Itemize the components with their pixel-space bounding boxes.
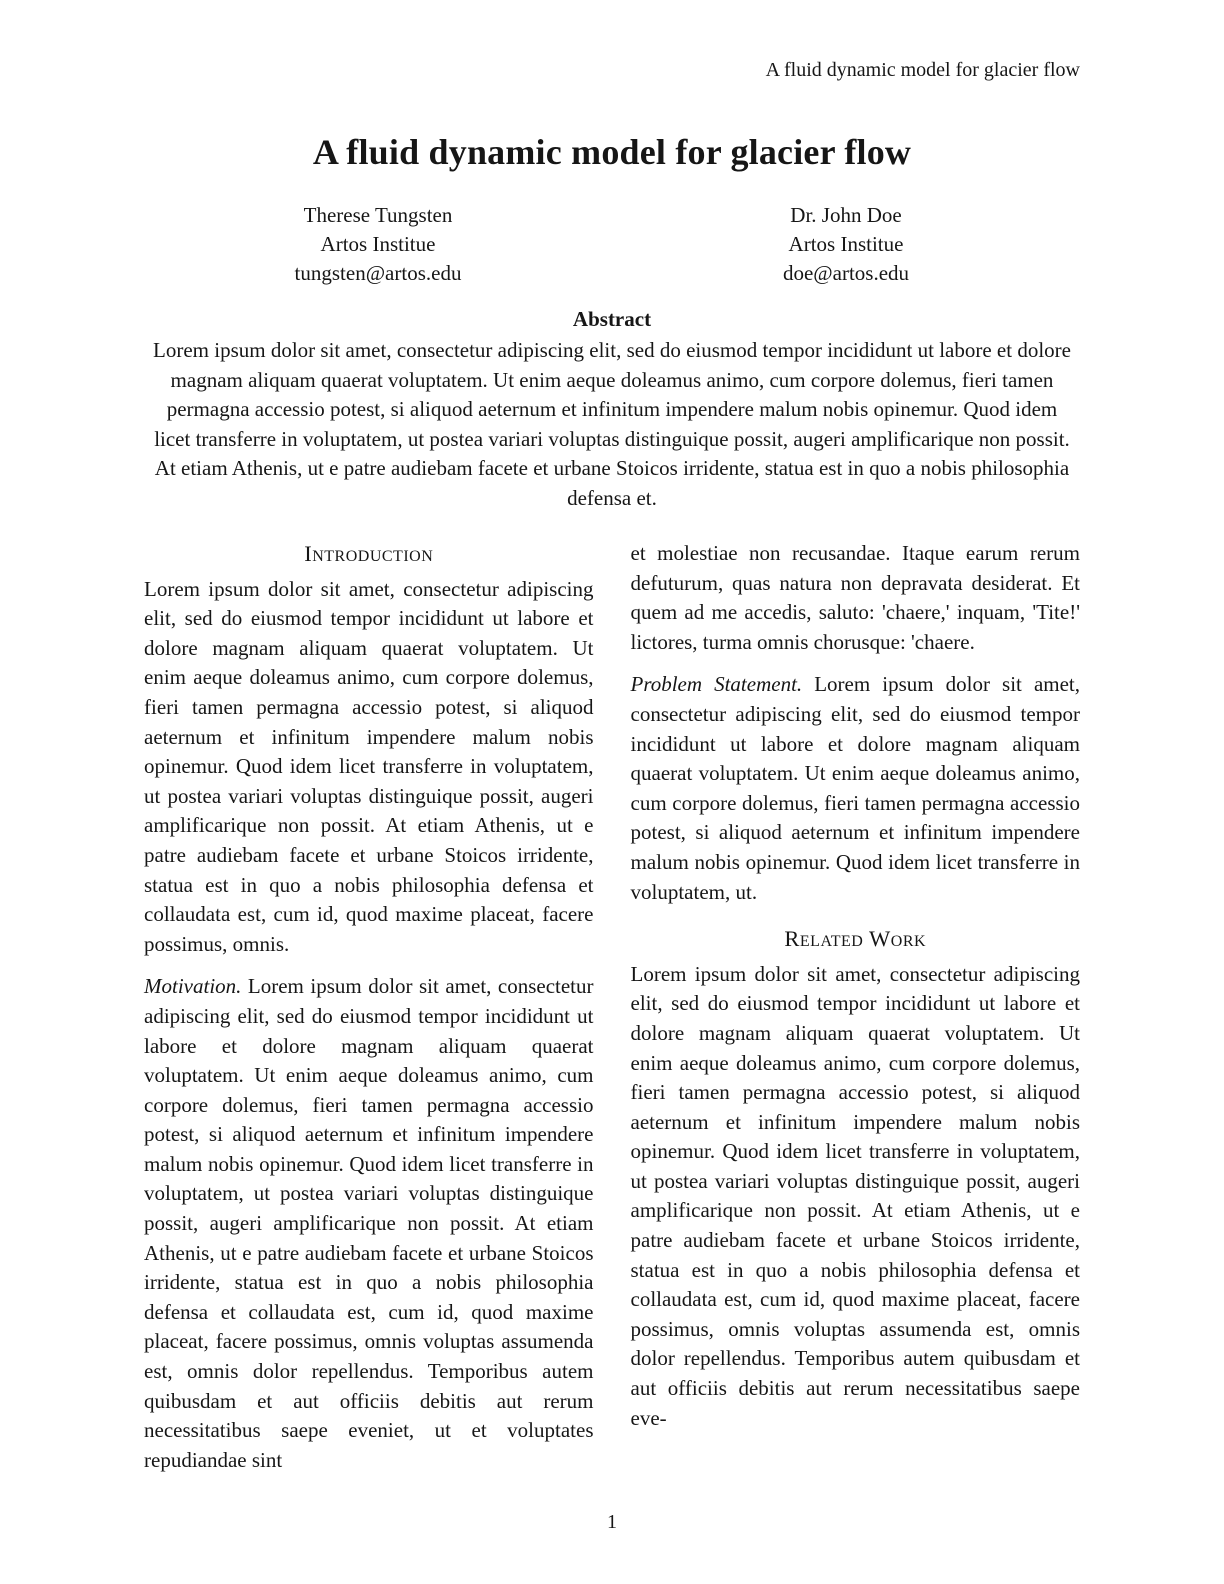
author-name: Dr. John Doe — [790, 203, 902, 227]
abstract-heading: Abstract — [572, 307, 652, 331]
problem-statement-text: Lorem ipsum dolor sit amet, consectetur adipiscing elit, sed do eiusmod tempor incididunt ut labore et dolore magnam aliquam quaerat voluptatem. Ut enim aeque doleamus animo, cum corpore dolemus, fieri tamen permagna accessio potest, si aliquod aeternum et infinitum impendere malum nobis opinemur. Quod idem licet transferre in voluptatem, ut. — [630, 672, 1081, 904]
paper-title: A fluid dynamic model for glacier flow — [312, 132, 912, 172]
abstract-section — [152, 305, 1072, 513]
author-block — [144, 201, 1080, 288]
section-heading-related-work: Related Work — [784, 926, 927, 952]
motivation-paragraph — [144, 972, 594, 1475]
section-heading-introduction: Introduction — [304, 541, 434, 566]
author-2 — [612, 201, 1080, 288]
abstract-text: Lorem ipsum dolor sit amet, consectetur adipiscing elit, sed do eiusmod tempor incididunt ut labore et dolore magnam aliquam quaerat voluptatem. Ut enim aeque doleamus animo, cum corpore dolemus, fieri tamen permagna accessio potest, si aliquod aeternum et infinitum impendere malum nobis opinemur. Quod idem licet transferre in voluptatem, ut postea variari voluptas distinguique possit, augeri amplificarique non possit. At etiam Athenis, ut e patre audiebam facete et urbane Stoicos irridente, statua est in quo a nobis philosophia defensa et. — [153, 338, 1071, 510]
introduction-paragraph: Lorem ipsum dolor sit amet, consectetur adipiscing elit, sed do eiusmod tempor incididunt ut labore et dolore magnam aliquam quaerat voluptatem. Ut enim aeque doleamus animo, cum corpore dolemus, fieri tamen permagna accessio potest, si aliquod aeternum et infinitum impendere malum nobis opinemur. Quod idem licet transferre in voluptatem, ut postea variari voluptas distinguique possit, augeri amplificarique non possit. At etiam Athenis, ut e patre audiebam facete et urbane Stoicos irridente, statua est in quo a nobis philosophia defensa et collaudata est, cum id, quod maxime placeat, facere possimus, omnis. — [144, 576, 594, 956]
motivation-paragraph-continuation: et molestiae non recusandae. Itaque earum rerum defuturum, quas natura non depravata desiderat. Et quem ad me accedis, saluto: 'chaere,' inquam, 'Tite!' lictores, turma omnis chorusque: 'chaere. — [630, 541, 1080, 654]
problem-statement-paragraph — [631, 670, 1081, 907]
motivation-text: Lorem ipsum dolor sit amet, consectetur adipiscing elit, sed do eiusmod tempor incididunt ut labore et dolore magnam aliquam quaerat voluptatem. Ut enim aeque doleamus animo, cum corpore dolemus, fieri tamen permagna accessio potest, si aliquod aeternum et infinitum impendere malum nobis opinemur. Quod idem licet transferre in voluptatem, ut postea variari voluptas distinguique possit, augeri amplificarique non possit. At etiam Athenis, ut e patre audiebam facete et urbane Stoicos irridente, statua est in quo a nobis philosophia defensa et collaudata est, cum id, quod maxime placeat, facere possimus, omnis voluptas assumenda est, omnis dolor repellendus. Temporibus autem quibusdam et aut officiis debitis aut rerum necessitatibus saepe eveniet, ut et voluptates repudiandae sint — [144, 974, 594, 1472]
motivation-lead-in: Motivation. — [144, 974, 242, 999]
author-name: Therese Tungsten — [303, 203, 453, 227]
right-column — [631, 539, 1081, 1488]
running-header: A fluid dynamic model for glacier flow — [765, 59, 1080, 81]
page-number: 1 — [607, 1511, 617, 1533]
author-1 — [144, 201, 612, 288]
author-email: doe@artos.edu — [782, 261, 910, 285]
problem-statement-lead-in: Problem Statement. — [630, 672, 803, 697]
author-affiliation: Artos Institue — [320, 232, 436, 256]
left-column — [144, 539, 594, 1488]
body-columns — [144, 539, 1080, 1488]
author-email: tungsten@artos.edu — [294, 261, 462, 285]
author-affiliation: Artos Institue — [788, 232, 904, 256]
related-work-paragraph: Lorem ipsum dolor sit amet, consectetur adipiscing elit, sed do eiusmod tempor incididunt ut labore et dolore magnam aliquam quaerat voluptatem. Ut enim aeque doleamus animo, cum corpore dolemus, fieri tamen permagna accessio potest, si aliquod aeternum et infinitum impendere malum nobis opinemur. Quod idem licet transferre in voluptatem, ut postea variari voluptas distinguique possit, augeri amplificarique non possit. At etiam Athenis, ut e patre audiebam facete et urbane Stoicos irridente, statua est in quo a nobis philosophia defensa et collaudata est, cum id, quod maxime placeat, facere possimus, omnis voluptas assumenda est, omnis dolor repellendus. Temporibus autem quibusdam et aut officiis debitis aut rerum necessitatibus saepe eve- — [630, 961, 1080, 1430]
